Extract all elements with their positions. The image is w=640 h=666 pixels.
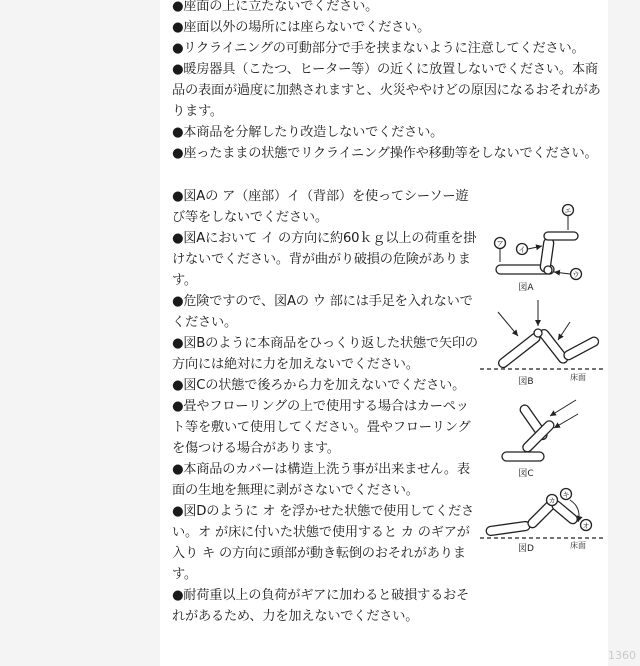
warning-item: ●耐荷重以上の負荷がギアに加わると破損するおそれがあるため、力を加えないでください。 — [172, 588, 470, 624]
figure-a — [495, 205, 582, 280]
fig-b-caption: 図B — [518, 377, 534, 387]
figure-column — [478, 194, 608, 566]
fig-a-label-u: ウ — [572, 271, 580, 279]
warning-item: ●図Cの状態で後ろから力を加えないでください。 — [172, 378, 466, 393]
fig-d-seat — [486, 521, 531, 536]
warning-item: ●座面以外の場所には座らないでください。 — [172, 20, 431, 35]
warning-item: ●危険ですので、図Aの ウ 部には手足を入れないでください。 — [172, 294, 473, 330]
warning-item: ●図Bのように本商品をひっくり返した状態で矢印の方向には絶対に力を加えないでください。 — [172, 336, 478, 372]
warning-item: ●図Aの ア（座部）イ（背部）を使ってシーソー遊び等をしないでください。 — [172, 189, 469, 225]
fig-d-label-ki: キ — [562, 491, 570, 499]
figure-c — [502, 400, 578, 461]
fig-d-caption: 図D — [518, 544, 534, 554]
fig-b-floor-label: 床面 — [570, 373, 586, 382]
warning-item: ●座面の上に立たないでください。 — [172, 0, 379, 14]
fig-b-gear — [534, 329, 542, 337]
fig-b-part-3 — [562, 336, 600, 362]
warning-item: ●座ったままの状態でリクライニング操作や移動等をしないでください。 — [172, 146, 598, 161]
fig-a-label-e: エ — [564, 207, 572, 215]
fig-b-part-1 — [497, 331, 542, 369]
warning-item: ●本商品のカバーは構造上洗う事が出来ません。表面の生地を無理に剥がさないでください。 — [172, 462, 470, 498]
fig-a-head — [544, 232, 578, 240]
fig-c-caption: 図C — [518, 469, 534, 479]
fig-d-label-ka: カ — [548, 497, 556, 505]
warning-item: ●図Dのように オ を浮かせた状態で使用してください。オ が床に付いた状態で使用すると カ のギアが入り キ の方向に頭部が動き転倒のおそれがあります。 — [172, 504, 474, 582]
fig-a-label-i: イ — [518, 246, 526, 254]
warning-list-figures — [172, 186, 478, 627]
warning-item: ●図Aにおいて イ の方向に約60ｋｇ以上の荷重を掛けないでください。背が曲がり破損の危険があります。 — [172, 231, 477, 288]
fig-a-gear — [544, 266, 552, 274]
warning-item: ●本商品を分解したり改造しないでください。 — [172, 125, 444, 140]
warning-item: ●リクライニングの可動部分で手を挟まないように注意してください。 — [172, 41, 585, 56]
fig-d-floor-label: 床面 — [570, 541, 586, 550]
fig-d-label-o: オ — [582, 522, 590, 530]
page-number: 1360 — [608, 649, 636, 662]
warning-item: ●暖房器具（こたつ、ヒーター等）の近くに放置しないでください。本商品の表面が過度に加熱されますと、火災ややけどの原因になるおそれがあります。 — [172, 62, 601, 119]
figure-b — [480, 300, 604, 369]
fig-a-caption: 図A — [518, 283, 534, 293]
fig-a-label-a: ア — [496, 240, 504, 248]
warning-item: ●畳やフローリングの上で使用する場合はカーペット等を敷いて使用してください。畳やフローリングを傷つける場合があります。 — [172, 399, 471, 456]
figure-d — [480, 489, 604, 539]
figures-svg — [478, 194, 608, 566]
fig-c-part-3 — [502, 452, 544, 461]
warning-list-top — [172, 0, 604, 164]
